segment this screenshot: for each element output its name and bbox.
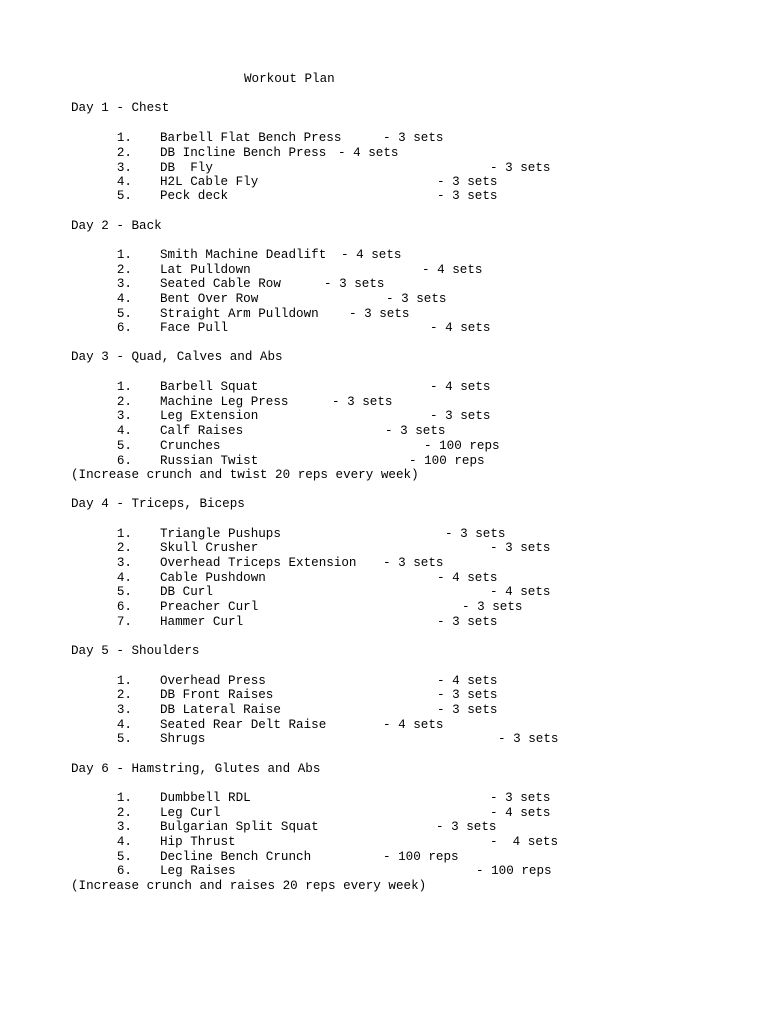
exercise-name: Russian Twist [160, 454, 259, 468]
exercise-name: Hip Thrust [160, 835, 236, 849]
exercise-amount: - 3 sets [490, 791, 551, 805]
exercise-amount: - 4 sets [383, 718, 444, 732]
exercise-amount: - 4 sets [341, 248, 402, 262]
exercise-name: Bulgarian Split Squat [160, 820, 319, 834]
exercise-amount: - 3 sets [437, 175, 498, 189]
exercise-name: Hammer Curl [160, 615, 244, 629]
exercise-amount: - 4 sets [490, 806, 551, 820]
exercise-name: Preacher Curl [160, 600, 259, 614]
item-number: 3. [116, 820, 132, 834]
exercise-amount: - 3 sets [462, 600, 523, 614]
exercise-name: Shrugs [160, 732, 206, 746]
item-number: 2. [116, 146, 132, 160]
exercise-name: Peck deck [160, 189, 229, 203]
exercise-amount: - 4 sets [437, 571, 498, 585]
item-number: 7. [116, 615, 132, 629]
day-heading: Day 5 - Shoulders [71, 644, 200, 658]
item-number: 6. [116, 864, 132, 878]
item-number: 4. [116, 175, 132, 189]
exercise-name: DB Lateral Raise [160, 703, 281, 717]
exercise-name: Overhead Press [160, 674, 266, 688]
exercise-name: Skull Crusher [160, 541, 259, 555]
exercise-amount: - 4 sets [430, 321, 491, 335]
item-number: 2. [116, 541, 132, 555]
exercise-name: Machine Leg Press [160, 395, 289, 409]
item-number: 2. [116, 688, 132, 702]
exercise-amount: - 3 sets [324, 277, 385, 291]
day-heading: Day 4 - Triceps, Biceps [71, 497, 245, 511]
exercise-amount: - 3 sets [383, 131, 444, 145]
exercise-amount: - 3 sets [437, 703, 498, 717]
item-number: 3. [116, 556, 132, 570]
exercise-amount: - 3 sets [383, 556, 444, 570]
item-number: 5. [116, 189, 132, 203]
exercise-name: Triangle Pushups [160, 527, 281, 541]
day-heading: Day 6 - Hamstring, Glutes and Abs [71, 762, 321, 776]
exercise-amount: - 100 reps [409, 454, 485, 468]
exercise-name: DB Front Raises [160, 688, 274, 702]
exercise-amount: - 4 sets [437, 674, 498, 688]
exercise-amount: - 3 sets [498, 732, 559, 746]
item-number: 4. [116, 424, 132, 438]
item-number: 3. [116, 277, 132, 291]
item-number: 2. [116, 263, 132, 277]
page-title: Workout Plan [244, 72, 335, 86]
exercise-amount: - 3 sets [490, 161, 551, 175]
item-number: 4. [116, 835, 132, 849]
exercise-amount: - 3 sets [430, 409, 491, 423]
exercise-name: DB Fly [160, 161, 213, 175]
exercise-amount: - 3 sets [490, 541, 551, 555]
item-number: 6. [116, 454, 132, 468]
item-number: 2. [116, 806, 132, 820]
exercise-name: Calf Raises [160, 424, 244, 438]
day-note: (Increase crunch and raises 20 reps every week) [71, 879, 427, 893]
exercise-name: H2L Cable Fly [160, 175, 259, 189]
exercise-name: Leg Curl [160, 806, 221, 820]
exercise-amount: - 3 sets [385, 424, 446, 438]
item-number: 3. [116, 703, 132, 717]
exercise-amount: - 4 sets [422, 263, 483, 277]
exercise-amount: - 3 sets [437, 189, 498, 203]
exercise-name: Face Pull [160, 321, 229, 335]
exercise-name: Decline Bench Crunch [160, 850, 312, 864]
item-number: 1. [116, 791, 132, 805]
exercise-name: Seated Rear Delt Raise [160, 718, 327, 732]
exercise-amount: - 4 sets [338, 146, 399, 160]
exercise-amount: - 3 sets [436, 820, 497, 834]
item-number: 2. [116, 395, 132, 409]
item-number: 1. [116, 674, 132, 688]
item-number: 1. [116, 380, 132, 394]
item-number: 5. [116, 307, 132, 321]
exercise-name: Straight Arm Pulldown [160, 307, 319, 321]
item-number: 3. [116, 161, 132, 175]
item-number: 5. [116, 585, 132, 599]
exercise-amount: - 4 sets [490, 835, 559, 849]
exercise-name: DB Incline Bench Press [160, 146, 327, 160]
exercise-name: Seated Cable Row [160, 277, 281, 291]
exercise-amount: - 100 reps [383, 850, 459, 864]
exercise-name: Barbell Flat Bench Press [160, 131, 342, 145]
item-number: 3. [116, 409, 132, 423]
exercise-name: Overhead Triceps Extension [160, 556, 357, 570]
item-number: 4. [116, 718, 132, 732]
exercise-name: Smith Machine Deadlift [160, 248, 327, 262]
item-number: 4. [116, 292, 132, 306]
exercise-name: Leg Extension [160, 409, 259, 423]
exercise-name: Barbell Squat [160, 380, 259, 394]
item-number: 1. [116, 131, 132, 145]
item-number: 5. [116, 850, 132, 864]
item-number: 6. [116, 600, 132, 614]
exercise-amount: - 100 reps [424, 439, 500, 453]
exercise-name: Lat Pulldown [160, 263, 251, 277]
exercise-amount: - 3 sets [437, 688, 498, 702]
exercise-name: Bent Over Row [160, 292, 259, 306]
exercise-amount: - 100 reps [476, 864, 552, 878]
day-heading: Day 2 - Back [71, 219, 162, 233]
day-note: (Increase crunch and twist 20 reps every week) [71, 468, 419, 482]
item-number: 1. [116, 248, 132, 262]
item-number: 4. [116, 571, 132, 585]
exercise-amount: - 3 sets [437, 615, 498, 629]
item-number: 6. [116, 321, 132, 335]
exercise-name: Cable Pushdown [160, 571, 266, 585]
exercise-amount: - 3 sets [332, 395, 393, 409]
exercise-name: Dumbbell RDL [160, 791, 251, 805]
exercise-amount: - 3 sets [349, 307, 410, 321]
day-heading: Day 1 - Chest [71, 101, 170, 115]
exercise-name: Crunches [160, 439, 221, 453]
exercise-amount: - 4 sets [490, 585, 551, 599]
item-number: 5. [116, 439, 132, 453]
exercise-amount: - 3 sets [445, 527, 506, 541]
exercise-amount: - 4 sets [430, 380, 491, 394]
item-number: 1. [116, 527, 132, 541]
day-heading: Day 3 - Quad, Calves and Abs [71, 350, 283, 364]
exercise-amount: - 3 sets [386, 292, 447, 306]
item-number: 5. [116, 732, 132, 746]
exercise-name: DB Curl [160, 585, 213, 599]
exercise-name: Leg Raises [160, 864, 236, 878]
